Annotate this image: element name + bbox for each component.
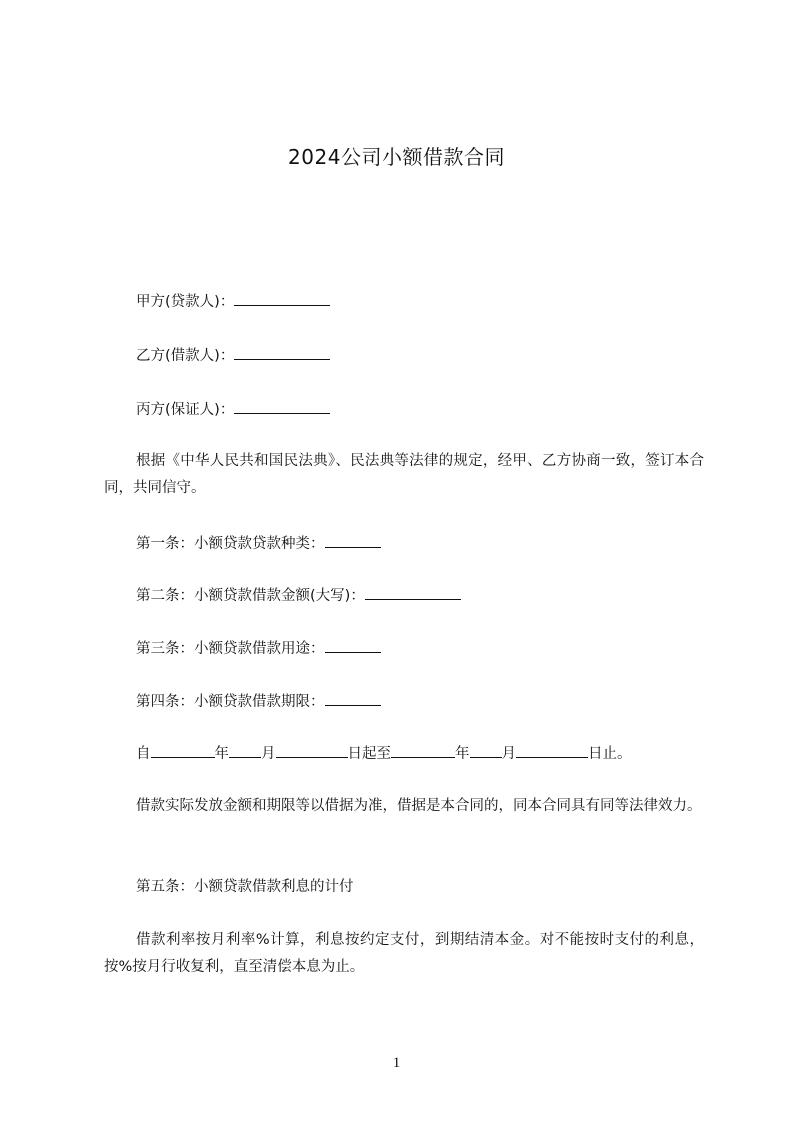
page-number: 1	[392, 1055, 401, 1071]
end-month-blank	[470, 743, 502, 758]
article-1-label: 第一条：小额贷款贷款种类：	[136, 536, 325, 552]
article-3-blank	[325, 638, 381, 653]
term-start-month-label: 月	[261, 746, 276, 762]
article-4-blank	[325, 691, 381, 706]
party-c-label: 丙方(保证人)：	[136, 402, 235, 418]
intro-paragraph: 根据《中华人民共和国民法典》、民法典等法律的规定，经甲、乙方协商一致，签订本合同，共同信守。	[104, 453, 704, 496]
party-c-blank	[234, 399, 330, 414]
party-a-line	[136, 291, 330, 312]
party-c-line	[136, 399, 330, 420]
start-day-blank	[276, 743, 348, 758]
article-1-blank	[325, 533, 381, 548]
article-2-blank	[365, 585, 461, 600]
term-end-label: 日止。	[588, 746, 632, 762]
article-1-line	[136, 533, 381, 554]
term-start-year-label: 年	[214, 746, 229, 762]
article-2-line	[136, 585, 461, 606]
party-b-label: 乙方(借款人)：	[136, 348, 235, 364]
article-3-line	[136, 638, 381, 659]
party-a-label: 甲方(贷款人)：	[136, 294, 235, 310]
article-5-heading: 第五条：小额贷款借款利息的计付	[136, 879, 354, 895]
term-start-label: 日起至	[347, 746, 391, 762]
term-from: 自	[136, 746, 151, 762]
interest-paragraph: 借款利率按月利率%计算，利息按约定支付，到期结清本金。对不能按时支付的利息，按%按月行收复利，直至清偿本息为止。	[104, 932, 704, 975]
article-4-line	[136, 691, 381, 712]
term-end-year-label: 年	[455, 746, 470, 762]
party-b-blank	[234, 345, 330, 360]
party-a-blank	[234, 291, 330, 306]
end-day-blank	[516, 743, 588, 758]
article-3-label: 第三条：小额贷款借款用途：	[136, 641, 325, 657]
start-year-blank	[151, 743, 215, 758]
document-title: 2024公司小额借款合同	[288, 145, 505, 169]
term-paragraph: 借款实际发放金额和期限等以借据为准，借据是本合同的，同本合同具有同等法律效力。	[136, 798, 702, 814]
end-year-blank	[391, 743, 455, 758]
start-month-blank	[229, 743, 261, 758]
term-end-month-label: 月	[501, 746, 516, 762]
party-b-line	[136, 345, 330, 366]
term-line	[136, 743, 632, 764]
article-4-label: 第四条：小额贷款借款期限：	[136, 694, 325, 710]
article-2-label: 第二条：小额贷款借款金额(大写)：	[136, 588, 365, 604]
